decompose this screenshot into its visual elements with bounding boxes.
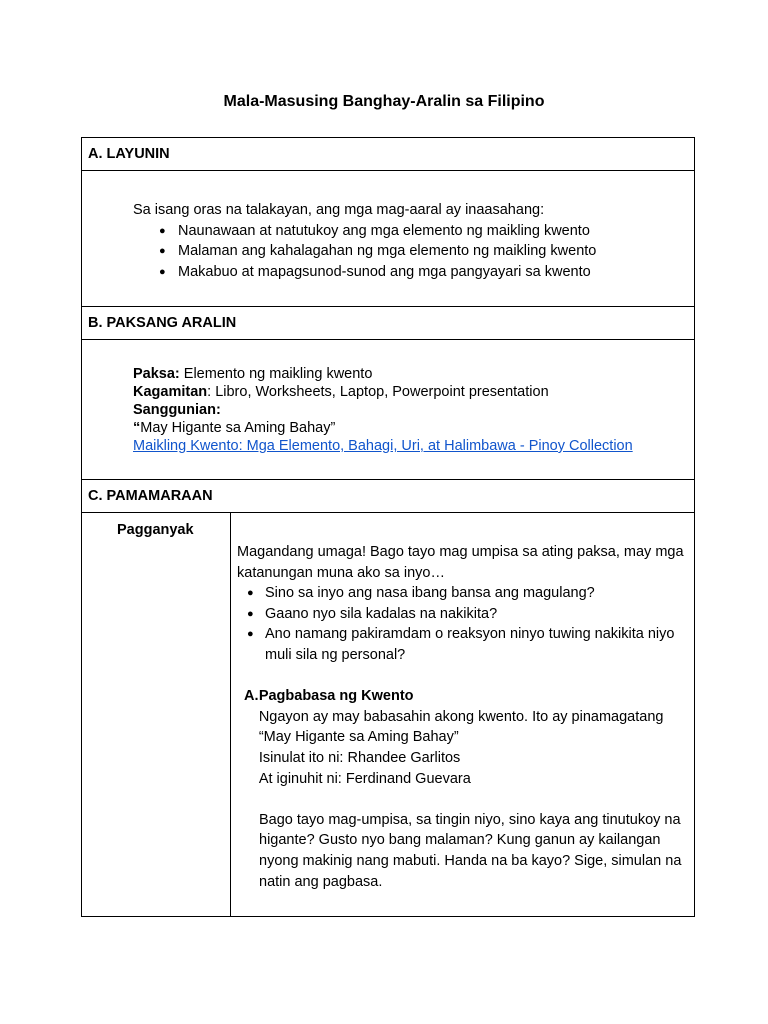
list-item: ● Gaano nyo sila kadalas na nakikita? bbox=[247, 604, 688, 625]
paksa-line bbox=[133, 365, 694, 383]
list-item: ● Naunawaan at natutukoy ang mga elemento ng maikling kwento bbox=[159, 221, 694, 242]
pagganyak-label: Pagganyak bbox=[82, 513, 231, 917]
lesson-plan-table bbox=[81, 137, 695, 917]
paksa-value: Elemento ng maikling kwento bbox=[179, 366, 373, 382]
list-item: ● Sino sa inyo ang nasa ibang bansa ang magulang? bbox=[247, 583, 688, 604]
kagamitan-value: : Libro, Worksheets, Laptop, Powerpoint presentation bbox=[207, 384, 549, 400]
list-item: ● Ano namang pakiramdam o reaksyon ninyo tuwing nakikita niyo muli sila ng personal? bbox=[247, 624, 688, 665]
layunin-intro: Sa isang oras na talakayan, ang mga mag-aaral ay inaasahang: bbox=[133, 202, 545, 218]
list-item: ● Makabuo at mapagsunod-sunod ang mga pangyayari sa kwento bbox=[159, 262, 694, 283]
paksa-label: Paksa: bbox=[133, 366, 180, 382]
paksang-aralin-cell bbox=[82, 340, 695, 480]
layunin-list bbox=[133, 221, 694, 283]
kagamitan-line bbox=[133, 383, 694, 401]
section-heading-paksang-aralin: B. PAKSANG ARALIN bbox=[82, 307, 695, 340]
section-heading-layunin: A. LAYUNIN bbox=[82, 138, 695, 171]
sanggunian-quote: “ bbox=[133, 420, 141, 436]
author-line: Isinulat ito ni: Rhandee Garlitos bbox=[258, 749, 461, 766]
layunin-cell bbox=[82, 171, 695, 307]
pagganyak-content bbox=[231, 513, 695, 917]
document-title: Mala-Masusing Banghay-Aralin sa Filipino bbox=[223, 93, 545, 110]
list-item: ● Malaman ang kahalagahan ng mga elemento ng maikling kwento bbox=[159, 241, 694, 262]
sanggunian-label: Sanggunian: bbox=[133, 402, 221, 418]
illustrator-line: At iginuhit ni: Ferdinand Guevara bbox=[258, 770, 471, 787]
kagamitan-label: Kagamitan bbox=[133, 384, 208, 400]
reference-link[interactable]: Maikling Kwento: Mga Elemento, Bahagi, Uri, at Halimbawa - Pinoy Collection bbox=[133, 438, 633, 454]
closing-paragraph: Bago tayo mag-umpisa, sa tingin niyo, sino kaya ang tinutukoy na higante? Gusto nyo bang malaman? Kung ganun ay kailangan nyong makinig nang mabuti. Handa na ba kayo? Sige, simulan na natin ang pagbasa. bbox=[259, 811, 682, 890]
section-heading-pamamaraan: C. PAMAMARAAN bbox=[82, 480, 695, 513]
greeting-text: Magandang umaga! Bago tayo mag umpisa sa ating paksa, may mga katanungan muna ako sa inyo… bbox=[237, 544, 684, 581]
pagbabasa-heading: Pagbabasa ng Kwento bbox=[258, 688, 414, 705]
pagbabasa-section bbox=[237, 686, 688, 789]
story-intro: Ngayon ay may babasahin akong kwento. Ito ay pinamagatang “May Higante sa Aming Bahay” bbox=[258, 708, 664, 746]
sanggunian-value: “May Higante sa Aming Bahay” bbox=[133, 420, 336, 436]
section-marker: A. bbox=[244, 688, 259, 705]
questions-list bbox=[237, 583, 688, 665]
